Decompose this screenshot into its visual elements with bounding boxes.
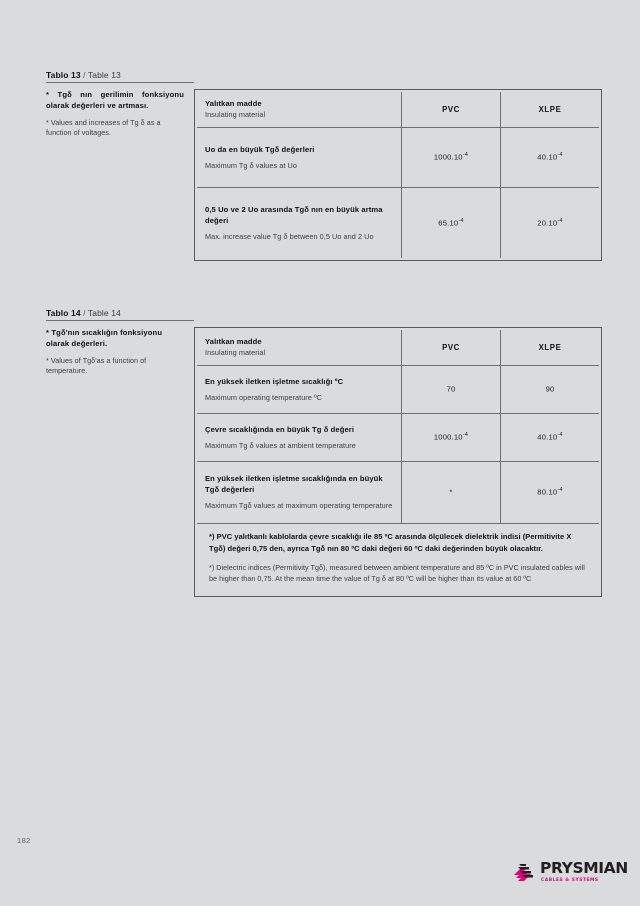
- table-14-row-2-label-tr: En yüksek iletken işletme sıcaklığında en büyük Tgδ değerleri: [205, 474, 383, 495]
- table-13-row-0-xlpe-value: $40.10^{-4}$: [537, 152, 563, 162]
- table-14-header-label-cell: [197, 330, 402, 365]
- table-14-row-2-pvc-cell: [402, 462, 501, 523]
- table-13-header-row: [197, 92, 599, 128]
- table-row: [197, 366, 599, 414]
- table-14-footnote-en: *) Dielectric indices (Permitivity Tgδ), measured between ambient temperature and 85 ºC in PVC insulated cables will be higher than 0,75. At the mean time the value of Tg δ at 80 ºC will be higher than its value at 60 ºC: [209, 563, 585, 584]
- table-14-row-0-label-tr: En yüksek iletken işletme sıcaklığı ºC: [205, 376, 344, 386]
- table-14-row-1-label-en: Maximum Tg δ values at ambient temperature: [205, 440, 356, 450]
- table-13-row-0-label-cell: [197, 128, 402, 187]
- table-13-column-header-pvc: [402, 92, 501, 127]
- table-14-caption-separator: /: [83, 308, 86, 318]
- table-13-row-1-pvc-value: $65.10^{-4}$: [438, 217, 464, 228]
- page-number: 182: [17, 836, 31, 845]
- prysmian-logo-mark-icon: [513, 861, 539, 882]
- table-14-row-0-label-cell: [197, 366, 402, 413]
- table-14-row-2-label-en: Maximum Tgδ values at maximum operating temperature: [205, 501, 393, 511]
- table-14-column-header-pvc-label: PVC: [442, 342, 460, 352]
- table-14-caption-tr: Tablo 14: [46, 308, 81, 318]
- table-13-row-0-pvc-value: $1000.10^{-4}$: [433, 152, 469, 162]
- table-13-row-1-pvc-cell: [402, 188, 501, 258]
- table-14-row-0-xlpe-value: 90: [545, 384, 555, 394]
- table-13-header-label-tr: Yalıtkan madde: [205, 99, 262, 108]
- table-13-caption: [46, 70, 194, 83]
- table-13-column-header-xlpe: [501, 92, 599, 127]
- table-14-caption: [46, 308, 194, 321]
- table-13-row-1-xlpe-value: $20.10^{-4}$: [537, 217, 563, 228]
- table-13-legend-en: * Values and increases of Tg δ as a function of voltages.: [46, 118, 161, 138]
- table-13-caption-en: Table 13: [87, 70, 121, 80]
- table-14-header-label-tr: Yalıtkan madde: [205, 337, 262, 346]
- table-14-column-header-pvc: [402, 330, 501, 365]
- table-row: [197, 462, 599, 524]
- table-14-block: [46, 308, 602, 597]
- table-14-header-row: [197, 330, 599, 366]
- table-13-header-label-cell: [197, 92, 402, 127]
- prysmian-logo-name: PRYSMIAN: [540, 859, 628, 877]
- table-14-footnote-cell: [197, 524, 599, 594]
- table-14-legend-en: * Values of Tgδ'as a function of temperature.: [46, 356, 147, 376]
- prysmian-logo-tagline: CABLES & SYSTEMS: [541, 877, 599, 883]
- table-14-row-2-label-cell: [197, 462, 402, 523]
- table-13-caption-tr: Tablo 13: [46, 70, 81, 80]
- table-13-header-label-en: Insulating material: [205, 110, 266, 119]
- table-13-row-0-xlpe-cell: [501, 128, 599, 187]
- table-row: [197, 414, 599, 462]
- table-14-row-0-pvc-value: 70: [446, 384, 456, 394]
- prysmian-logo: [513, 861, 628, 883]
- table-14-footnote-tr: *) PVC yalıtkanlı kablolarda çevre sıcaklığı ile 85 ºC arasında ölçülecek dielektrik indisi (Permitivite X Tgδ) değeri 0,75 den, ayrıca Tgδ nın 80 ºC daki değeri 60 ºC daki değerinden büyük olacaktır.: [209, 532, 572, 553]
- table-13-row-0-label-en: Maximum Tg δ values at Uo: [205, 160, 297, 170]
- table-13-row-1-label-en: Max. increase value Tg δ between 0,5 Uo and 2 Uo: [205, 231, 374, 241]
- table-14-row-1-xlpe-value: $40.10^{-4}$: [537, 432, 563, 442]
- table-13-legend-tr: * Tgδ nın gerilimin fonksiyonu olarak değerleri ve artması.: [46, 90, 184, 110]
- table-13-row-0-label-tr: Uo da en büyük Tgδ değerleri: [205, 144, 315, 154]
- table-14-row-0-pvc-cell: [402, 366, 501, 413]
- table-14-row-0-label-en: Maximum operating temperature ºC: [205, 392, 323, 402]
- table-13-row-0-pvc-cell: [402, 128, 501, 187]
- table-14-row-2-xlpe-value: $80.10^{-4}$: [537, 487, 563, 497]
- table-13-row-1-label-tr: 0,5 Uo ve 2 Uo arasında Tgδ nın en büyük artma değeri: [205, 204, 383, 225]
- table-14-column-header-xlpe: [501, 330, 599, 365]
- table-14-row-0-xlpe-cell: [501, 366, 599, 413]
- table-14-row-1-xlpe-cell: [501, 414, 599, 461]
- table-14-row-1-label-cell: [197, 414, 402, 461]
- table-13: [194, 89, 602, 261]
- table-row: [197, 188, 599, 258]
- table-14-header-label-en: Insulating material: [205, 348, 266, 357]
- table-13-row-1-label-cell: [197, 188, 402, 258]
- table-row: [197, 128, 599, 188]
- table-14-caption-en: Table 14: [87, 308, 121, 318]
- table-13-column-header-xlpe-label: XLPE: [538, 104, 562, 114]
- table-14-legend-tr: * Tgδ'nın sıcaklığın fonksiyonu olarak değerleri.: [46, 328, 163, 348]
- prysmian-logo-text: [540, 861, 628, 883]
- table-13-caption-separator: /: [83, 70, 86, 80]
- table-14-footnote-row: [197, 524, 599, 594]
- table-14-row-2-pvc-value: *: [449, 487, 453, 497]
- table-14-row-1-pvc-value: $1000.10^{-4}$: [433, 432, 469, 442]
- table-13-row-1-xlpe-cell: [501, 188, 599, 258]
- table-14-row-2-xlpe-cell: [501, 462, 599, 523]
- table-13-legend: [46, 89, 194, 138]
- table-13-block: [46, 70, 602, 261]
- table-14-row-1-label-tr: Çevre sıcaklığında en büyük Tg δ değeri: [205, 424, 355, 434]
- table-13-column-header-pvc-label: PVC: [442, 104, 460, 114]
- table-14: [194, 327, 602, 597]
- table-14-legend: [46, 327, 194, 376]
- table-14-row-1-pvc-cell: [402, 414, 501, 461]
- table-14-column-header-xlpe-label: XLPE: [538, 342, 562, 352]
